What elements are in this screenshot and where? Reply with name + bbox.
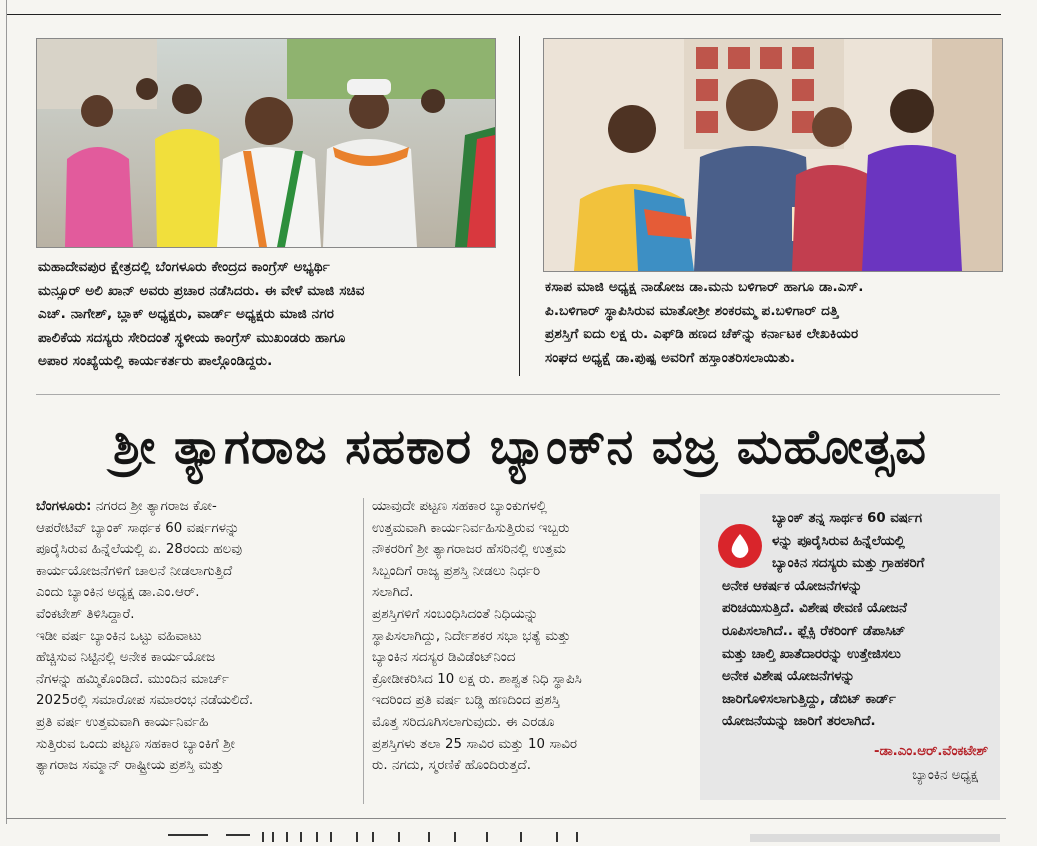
- campaign-photo: [36, 38, 496, 248]
- body-line: ಇದರಿಂದ ಪ್ರತಿ ವರ್ಷ ಬಡ್ಡಿ ಹಣದಿಂದ ಪ್ರಶಸ್ತಿ: [372, 693, 560, 709]
- article-column-2: [372, 496, 690, 777]
- cropped-next-article: [0, 824, 1037, 842]
- caption-line: ಸಂಘದ ಅಧ್ಯಕ್ಷೆ ಡಾ.ಪುಷ್ಪ ಅವರಿಗೆ ಹಸ್ತಾಂತರಿಸಲಾಯಿತು.: [545, 349, 796, 366]
- body-line: ತ್ಯಾಗರಾಜ ಸಮ್ಮಾನ್ ರಾಷ್ಟ್ರೀಯ ಪ್ರಶಸ್ತಿ ಮತ್ತು: [36, 758, 224, 774]
- quote-author: -ಡಾ.ಎಂ.ಆರ್.ವೆಂಕಟೇಶ್: [874, 744, 988, 759]
- quote-line: ಳನ್ನು ಪೂರೈಸಿರುವ ಹಿನ್ನೆಲೆಯಲ್ಲಿ: [772, 533, 905, 549]
- body-line: ಪೂರೈಸಿರುವ ಹಿನ್ನೆಲೆಯಲ್ಲಿ ಏ. 28ರಂದು ಹಲವು: [36, 542, 243, 558]
- caption-line: ಪಿ.ಬಳಿಗಾರ್ ಸ್ಥಾಪಿಸಿರುವ ಮಾತೋಶ್ರೀ ಶಂಕರಮ್ಮ ಪ.ಬಳಿಗಾರ್ ದತ್ತಿ: [545, 302, 839, 319]
- body-line: ಮೊತ್ತ ಸರಿದೂಗಿಸಲಾಗುವುದು. ಈ ಎರಡೂ: [372, 714, 555, 730]
- body-line: ಸುತ್ತಿರುವ ಒಂದು ಪಟ್ಟಣ ಸಹಕಾರ ಬ್ಯಾಂಕಿಗೆ ಶ್ರೀ: [36, 736, 235, 752]
- award-photo-caption: [545, 276, 1001, 370]
- quote-line: ರೂಪಿಸಲಾಗಿದೆ.. ಫ್ಲೆಕ್ಸಿ ರೆಕರಿಂಗ್ ಡೆಪಾಸಿಟ್: [722, 623, 906, 639]
- bottom-rule: [6, 818, 1006, 819]
- quote-line: ಅನೇಕ ಆಕರ್ಷಕ ಯೋಜನೆಗಳನ್ನು: [722, 578, 863, 594]
- quote-line: ಜಾರಿಗೊಳಿಸಲಾಗುತ್ತಿದ್ದು, ಡೆಬಿಟ್ ಕಾರ್ಡ್: [722, 691, 896, 707]
- body-line: ಆಪರೇಟಿವ್ ಬ್ಯಾಂಕ್ ಸಾರ್ಥಕ 60 ವರ್ಷಗಳನ್ನು: [36, 520, 240, 536]
- body-line: ನಗರದ ಶ್ರೀ ತ್ಯಾಗರಾಜ ಕೋ-: [95, 499, 217, 514]
- quote-text: [722, 508, 984, 734]
- body-line: ಯಾವುದೇ ಪಟ್ಟಣ ಸಹಕಾರ ಬ್ಯಾಂಕುಗಳಲ್ಲಿ: [372, 499, 547, 514]
- caption-line: ಕಸಾಪ ಮಾಜಿ ಅಧ್ಯಕ್ಷ ನಾಡೋಜ ಡಾ.ಮನು ಬಳಿಗಾರ್ ಹಾಗೂ ಡಾ.ಎಸ್.: [545, 279, 864, 295]
- quote-author-role: ಬ್ಯಾಂಕಿನ ಅಧ್ಯಕ್ಷ: [912, 768, 978, 783]
- body-line: ಬ್ಯಾಂಕಿನ ಸದಸ್ಯರ ಡಿವಿಡೆಂಟ್‌ನಿಂದ: [372, 650, 516, 666]
- caption-line: ಎಚ್. ನಾಗೇಶ್, ಬ್ಲಾಕ್ ಅಧ್ಯಕ್ಷರು, ವಾರ್ಡ್ ಅಧ್ಯಕ್ಷರು ಮಾಜಿ ನಗರ: [38, 306, 335, 322]
- quote-line: ಬ್ಯಾಂಕಿನ ಸದಸ್ಯರು ಮತ್ತು ಗ್ರಾಹಕರಿಗೆ: [772, 556, 925, 572]
- caption-line: ಮನ್ಸೂರ್ ಅಲಿ ಖಾನ್ ಅವರು ಪ್ರಚಾರ ನಡೆಸಿದರು. ಈ ವೇಳೆ ಮಾಜಿ ಸಚಿವ: [38, 282, 365, 299]
- body-line: ಪ್ರಶಸ್ತಿಗಳು ತಲಾ 25 ಸಾವಿರ ಮತ್ತು 10 ಸಾವಿರ: [372, 736, 578, 752]
- article-headline: ಶ್ರೀ ತ್ಯಾಗರಾಜ ಸಹಕಾರ ಬ್ಯಾಂಕ್‌ನ ವಜ್ರ ಮಹೋತ್ಸವ: [113, 419, 927, 475]
- body-line: ಸಿಬ್ಬಂದಿಗೆ ರಾಜ್ಯ ಪ್ರಶಸ್ತಿ ನೀಡಲು ನಿರ್ಧರಿ: [372, 563, 541, 579]
- quote-box: [700, 494, 1000, 800]
- body-line: ಪ್ರತಿ ವರ್ಷ ಉತ್ತಮವಾಗಿ ಕಾರ್ಯನಿರ್ವಹಿ: [36, 714, 209, 730]
- body-line: ಉತ್ತಮವಾಗಿ ಕಾರ್ಯನಿರ್ವಹಿಸುತ್ತಿರುವ ಇಬ್ಬರು: [372, 520, 570, 536]
- quote-line: ಮತ್ತು ಚಾಲ್ತಿ ಖಾತೆದಾರರನ್ನು ಉತ್ತೇಜಿಸಲು: [722, 646, 901, 662]
- body-line: ಪ್ರಶಸ್ತಿಗಳಿಗೆ ಸಂಬಂಧಿಸಿದಂತೆ ನಿಧಿಯನ್ನು: [372, 606, 539, 622]
- body-line: ನೌಕರರಿಗೆ ಶ್ರೀ ತ್ಯಾಗರಾಜರ ಹೆಸರಿನಲ್ಲಿ ಉತ್ತಮ: [372, 542, 566, 558]
- body-line: ನೆಗಳನ್ನು ಹಮ್ಮಿಕೊಂಡಿದೆ. ಮುಂದಿನ ಮಾರ್ಚ್: [36, 671, 229, 687]
- body-line: ಇಡೀ ವರ್ಷ ಬ್ಯಾಂಕಿನ ಒಟ್ಟು ವಹಿವಾಟು: [36, 628, 202, 644]
- body-line: ಸ್ಥಾಪಿಸಲಾಗಿದ್ದು, ನಿರ್ದೇಶಕರ ಸಭಾ ಭತ್ಯೆ ಮತ್ತು: [372, 628, 571, 644]
- column-divider-top: [519, 36, 520, 376]
- body-line: ಸಲಾಗಿದೆ.: [372, 585, 414, 601]
- column-divider-article: [363, 498, 364, 804]
- top-rule: [6, 14, 1001, 15]
- quote-line: ಯೋಜನೆಯನ್ನು ಜಾರಿಗೆ ತರಲಾಗಿದೆ.: [722, 714, 876, 730]
- body-line: ಹೆಚ್ಚಿಸುವ ನಿಟ್ಟಿನಲ್ಲಿ ಅನೇಕ ಕಾರ್ಯಯೋಜ: [36, 650, 216, 666]
- caption-line: ಅಪಾರ ಸಂಖ್ಯೆಯಲ್ಲಿ ಕಾರ್ಯಕರ್ತರು ಪಾಲ್ಗೊಂಡಿದ್ದರು.: [38, 353, 273, 369]
- body-line: ಕಾರ್ಯಯೋಜನೆಗಳಿಗೆ ಚಾಲನೆ ನೀಡಲಾಗುತ್ತಿದೆ: [36, 563, 233, 579]
- body-line: ವೆಂಕಟೇಶ್ ತಿಳಿಸಿದ್ದಾರೆ.: [36, 606, 135, 622]
- quote-line: ಪರಿಚಯಿಸುತ್ತಿದೆ. ವಿಶೇಷ ಠೇವಣಿ ಯೋಜನೆ: [722, 601, 907, 617]
- quote-line: ಬ್ಯಾಂಕ್ ತನ್ನ ಸಾರ್ಥಕ 60 ವರ್ಷಗ: [772, 511, 922, 526]
- caption-line: ಪಾಲಿಕೆಯ ಸದಸ್ಯರು ಸೇರಿದಂತೆ ಸ್ಥಳೀಯ ಕಾಂಗ್ರೆಸ್ ಮುಖಂಡರು ಹಾಗೂ: [38, 329, 346, 346]
- campaign-photo-caption: [38, 256, 494, 374]
- caption-line: ಪ್ರಶಸ್ತಿಗೆ ಐದು ಲಕ್ಷ ರು. ಎಫ್‌ಡಿ ಹಣದ ಚೆಕ್‌ನ್ನು ಕರ್ನಾಟಕ ಲೇಖಕಿಯರ: [545, 326, 859, 342]
- body-line: ಕ್ರೋಡೀಕರಿಸಿದ 10 ಲಕ್ಷ ರು. ಶಾಶ್ವತ ನಿಧಿ ಸ್ಥಾಪಿಸಿ: [372, 671, 582, 687]
- body-line: 2025ರಲ್ಲಿ ಸಮಾರೋಪ ಸಮಾರಂಭ ನಡೆಯಲಿದೆ.: [36, 693, 254, 709]
- award-photo: [543, 38, 1003, 272]
- left-page-edge: [6, 0, 7, 842]
- body-line: ರು. ನಗದು, ಸ್ಮರಣಿಕೆ ಹೊಂದಿರುತ್ತದೆ.: [372, 758, 532, 774]
- section-rule: [36, 394, 1000, 395]
- quote-line: ಅನೇಕ ವಿಶೇಷ ಯೋಜನೆಗಳನ್ನು: [722, 669, 855, 685]
- caption-line: ಮಹಾದೇವಪುರ ಕ್ಷೇತ್ರದಲ್ಲಿ ಬೆಂಗಳೂರು ಕೇಂದ್ರದ ಕಾಂಗ್ರೆಸ್ ಅಭ್ಯರ್ಥಿ: [38, 259, 330, 275]
- dateline: ಬೆಂಗಳೂರು:: [36, 499, 92, 514]
- article-column-1: [36, 496, 354, 777]
- body-line: ಎಂದು ಬ್ಯಾಂಕಿನ ಅಧ್ಯಕ್ಷ ಡಾ.ಎಂ.ಆರ್.: [36, 585, 200, 601]
